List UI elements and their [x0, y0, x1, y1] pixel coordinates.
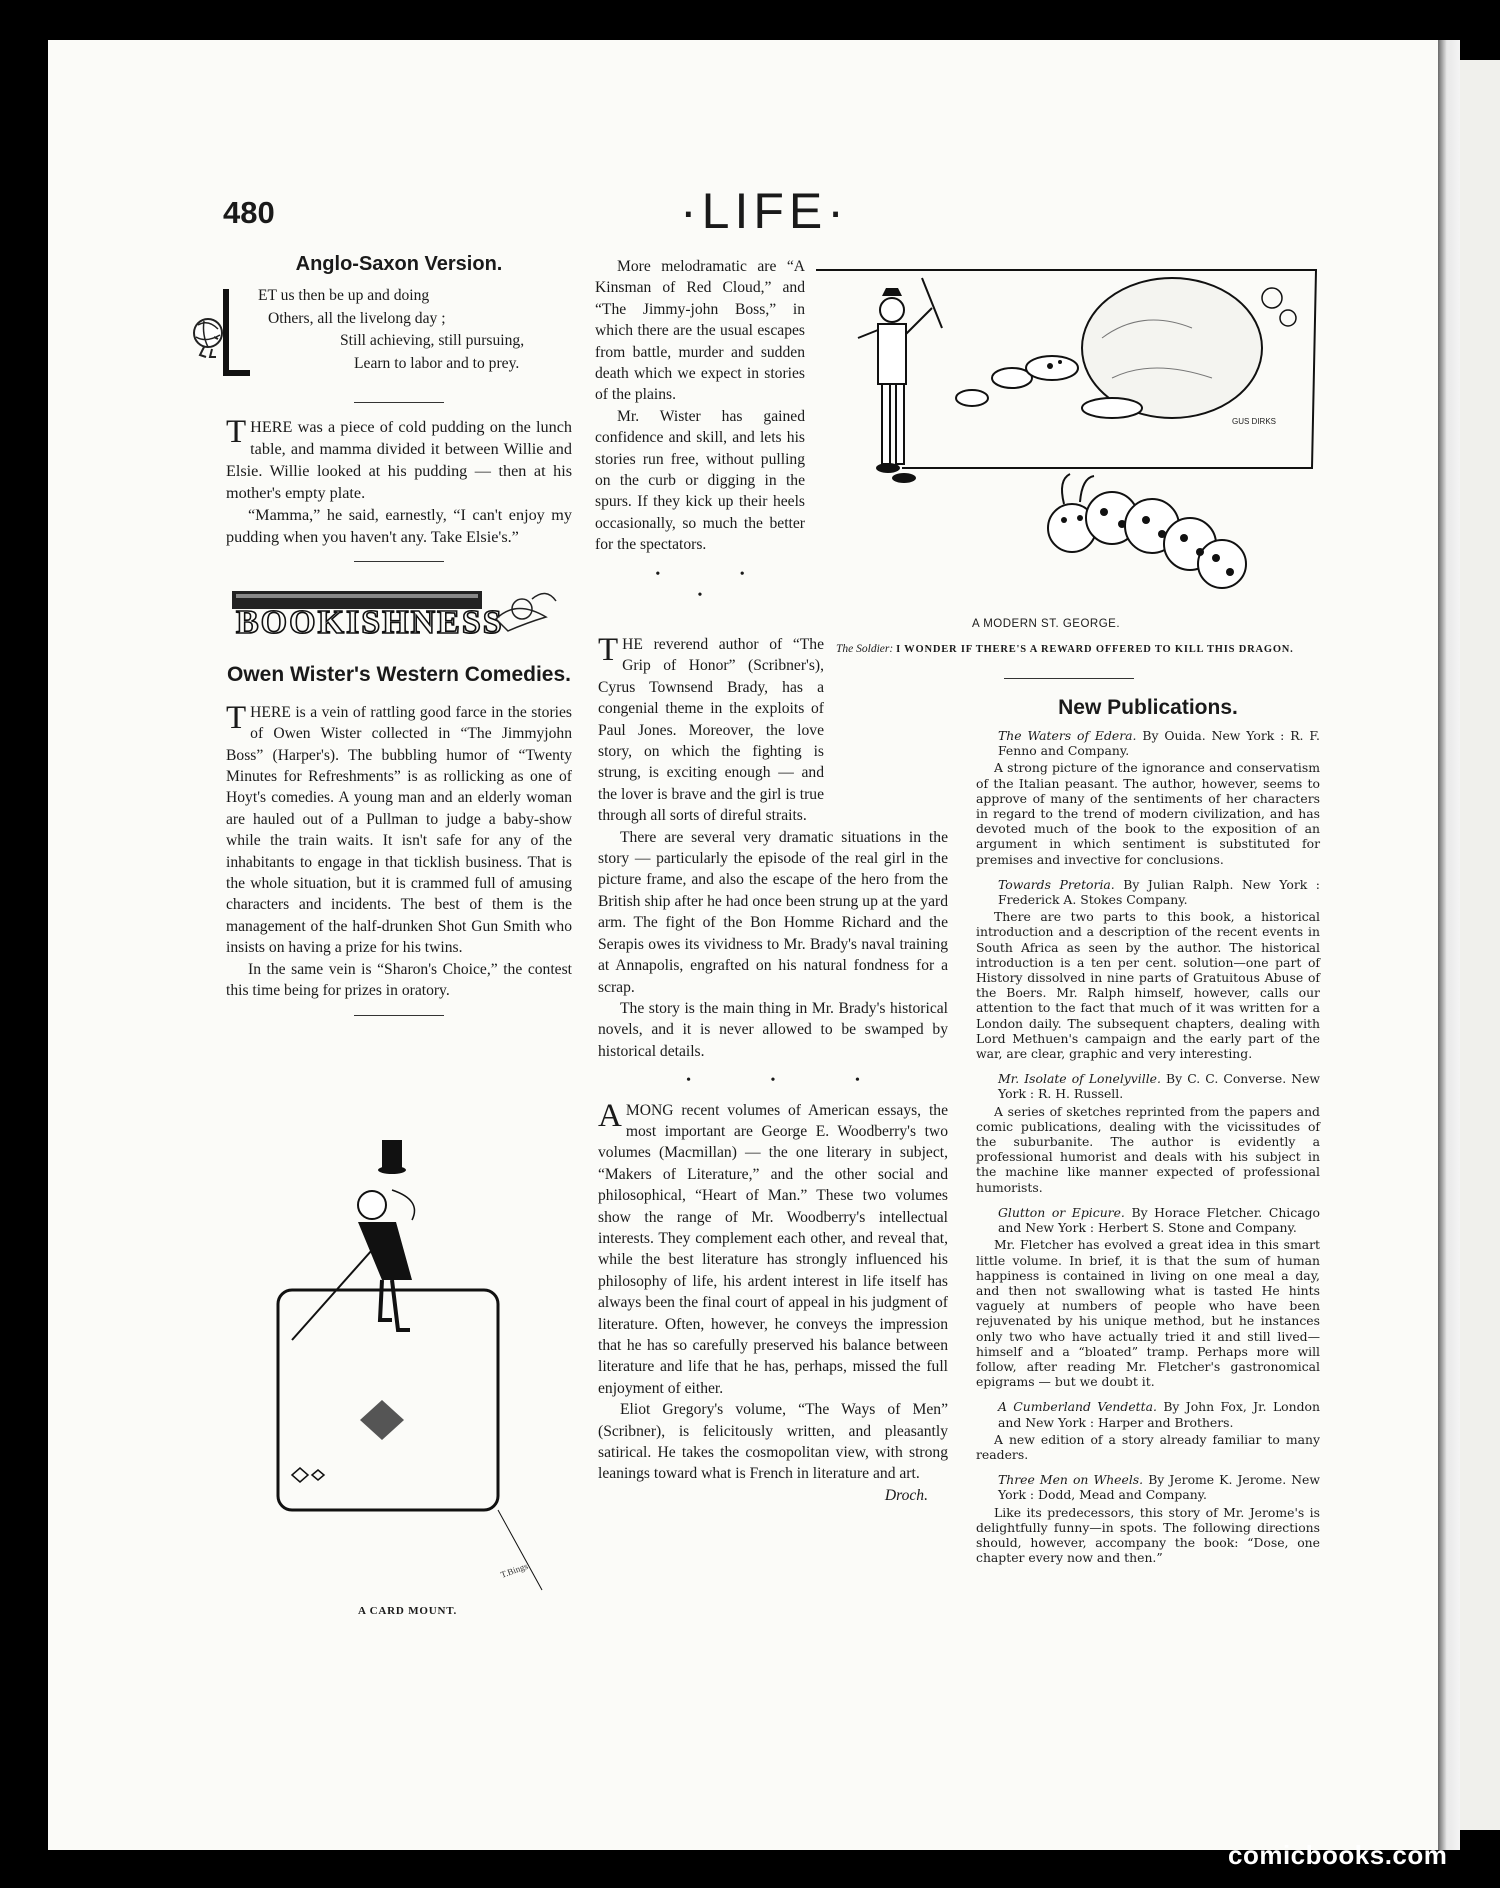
- site-watermark: comicbooks.com: [1228, 1840, 1448, 1870]
- masthead-title: ·LIFE·: [680, 183, 849, 239]
- column-2-upper: [595, 256, 805, 615]
- new-publications-title: New Publications.: [1058, 696, 1238, 719]
- drop-cap: T: [226, 414, 247, 451]
- book-entry: [976, 1472, 1320, 1565]
- facing-page-edge: [1460, 60, 1500, 1830]
- speaker-label: The Soldier:: [836, 643, 894, 655]
- page-gutter: [1438, 40, 1460, 1850]
- globe-initial-icon: [184, 285, 252, 385]
- bookishness-logo: [226, 579, 572, 641]
- book-entry: [976, 1399, 1320, 1462]
- book-publisher: By C. C. Converse. New York : R. H. Russell.: [998, 1071, 1320, 1102]
- drop-cap: T: [226, 699, 247, 736]
- drop-cap: A: [598, 1097, 622, 1134]
- book-title: Three Men on Wheels.: [998, 1472, 1144, 1488]
- wister-article: [226, 699, 572, 1002]
- cartoon-artist-signature: GUS DIRKS: [1232, 417, 1277, 426]
- divider: [354, 402, 444, 403]
- pudding-paragraph-2: “Mamma,” he said, earnestly, “I can't enjoy my pudding when you haven't any. Take Elsie's.”: [226, 506, 572, 547]
- book-entry: [976, 877, 1320, 1061]
- among-paragraph-1: MONG recent volumes of American essays, the most important are George E. Woodberry's two volumes (Macmillan) — the one literary in subject, “Makers of Literature,” and the other social and philosophical, “Heart of Man.” These two volumes show the range of Mr. Woodberry's intellectual interests. They complement each other, and reveal that, while the best literature has strongly influenced his philosophy of life, his ardent interest in life itself has always been the final court of appeal in his judgment of literature. Often, however, he conveys the impression that he has so carefully preserved his balance between literature and life that he has, perhaps, missed the full enjoyment of either.: [598, 1101, 948, 1397]
- brady-paragraph-1: HE reverend author of “The Grip of Honor” (Scribner's), Cyrus Townsend Brady, has a congenial theme in the exploits of Paul Jones. Moreover, the love story, on which the fighting is strung, is exciting enough — and the lover is brave and the girl is true through all sorts of direful straits.: [598, 636, 824, 825]
- book-entry: [976, 728, 1320, 867]
- book-description: There are two parts to this book, a historical introduction and a description of the recent events in South Africa as seen by the author. The historical introduction is a ten per cent. solution—one part of History dissolved in nine parts of Gratuitous Abuse of the Boers. Mr. Ralph himself, however, calls our attention to the fact that much of it was written for a London daily. The subsequent chapters, dealing with Lord Methuen's campaign and the early part of the war, are clear, graphic and very interesting.: [976, 909, 1320, 1062]
- book-publisher: By Ouida. New York : R. F. Fenno and Company.: [998, 728, 1320, 759]
- article-title: Owen Wister's Western Comedies.: [226, 662, 572, 686]
- st-george-cartoon: [812, 268, 1322, 612]
- book-description: A series of sketches reprinted from the papers and comic publications, dealing with the vicissitudes of the suburbanite. The author is evidently a professional humorist and deals with his subject in the machine like manner expected of professional humorists.: [976, 1103, 1320, 1195]
- column-3: [976, 694, 1320, 1575]
- section-dots: • • •: [686, 1073, 898, 1089]
- article-paragraph-1: HERE is a vein of rattling good farce in the stories of Owen Wister collected in “The Jimmyjohn Boss” (Harper's). The bubbling humor of “Twenty Minutes for Refreshments” is as rollicking as one of Hoyt's comedies. A young man and an elderly woman are hauled out of a Pullman to judge a baby-show while the train waits. It isn't safe for any of the inhabitants to engage in that ticklish business. That is the whole situation, but it is crammed full of amusing characters and incidents. The best of them is the management of the half-drunken Shot Gun Smith who insists on having a prize for his twins.: [226, 703, 572, 957]
- poem-initial-letter: L: [226, 305, 227, 307]
- book-publisher: By Julian Ralph. New York : Frederick A. Stokes Company.: [998, 876, 1320, 908]
- book-entry: [976, 1071, 1320, 1195]
- book-entry: [976, 1205, 1320, 1389]
- drop-cap: T: [598, 632, 619, 668]
- poem-block: [226, 285, 572, 389]
- poem-line: ET us then be up and doing: [258, 287, 430, 305]
- column-2-lower: [598, 634, 948, 1506]
- section-dots: • • •: [655, 566, 783, 604]
- poem-title: Anglo-Saxon Version.: [295, 253, 503, 275]
- poem-line: Still achieving, still pursuing,: [340, 332, 525, 350]
- book-description: Mr. Fletcher has evolved a great idea in this smart little volume. In brief, it is that the sum of human happiness is contained in living on one meal a day, and then not swallowing what is tasted He hints vaguely at numbers of people who have been rejuvenated by his unique method, but he instances only two who have actually tried it and still lived—himself and a “bloated” tramp. Perhaps more will follow, after reading Mr. Fletcher's gastronomical epigrams — but we doubt it.: [976, 1237, 1320, 1390]
- page-number: 480: [223, 195, 275, 230]
- book-publisher: By Horace Fletcher. Chicago and New York : Herbert S. Stone and Company.: [998, 1204, 1320, 1236]
- book-publisher: By John Fox, Jr. London and New York : Harper and Brothers.: [998, 1399, 1320, 1430]
- wister-skill-paragraph: Mr. Wister has gained confidence and skill, and lets his stories run free, without pulling on the curb or digging in the spurs. If they kick up their heels occasionally, so much the better for the spectators.: [595, 407, 805, 554]
- pudding-story: [226, 416, 572, 548]
- bookishness-text: BOOKISHNESS: [236, 604, 504, 642]
- card-mount-illustration: [272, 1130, 572, 1600]
- author-signature: Droch.: [884, 1486, 928, 1504]
- divider: [354, 561, 444, 562]
- book-description: A strong picture of the ignorance and conservatism of the Italian peasant. The author, however, seems to approve of many of the sentiments of her characters in regard to the trend of modern civilization, and has devoted much of the book to the exposition of an argument in which sentiment is substituted for premises and invective for conclusions.: [976, 760, 1320, 867]
- pudding-paragraph-1: HERE was a piece of cold pudding on the lunch table, and mamma divided it between Willie and Elsie. Willie looked at his pudding — then at his mother's empty plate.: [226, 418, 572, 503]
- book-title: The Waters of Edera.: [998, 728, 1137, 743]
- book-description: Like its predecessors, this story of Mr. Jerome's is delightfully funny—in spots. The following directions should, however, accompany the book: “Dose, one chapter every now and then.”: [976, 1504, 1320, 1566]
- book-title: A Cumberland Vendetta.: [998, 1399, 1157, 1415]
- brady-paragraph-3: The story is the main thing in Mr. Brady's historical novels, and it is never allowed to be swamped by historical details.: [598, 999, 948, 1060]
- melodrama-paragraph: More melodramatic are “A Kinsman of Red Cloud,” and “The Jimmy-john Boss,” in which there are the usual escapes from battle, murder and sudden death which we expect in stories of the plains.: [595, 258, 805, 404]
- cartoon-caption: A MODERN ST. GEORGE.: [972, 618, 1121, 630]
- book-title: Mr. Isolate of Lonelyville.: [998, 1071, 1161, 1087]
- poem-line: Others, all the livelong day ;: [268, 309, 446, 327]
- card-artist-signature: T.Bings: [499, 1560, 530, 1580]
- divider: [354, 1015, 444, 1016]
- brady-paragraph-2: There are several very dramatic situations in the story — particularly the episode of the real girl in the picture frame, and also the escape of the hero from the British ship after he had once been strung up at the yard arm. The fight of the Bon Homme Richard and the Serapis owes its vividness to Mr. Brady's naval training at Annapolis, engrafted on his natural fondness for a scrap.: [598, 828, 948, 996]
- speaker-quote: I WONDER IF THERE'S A REWARD OFFERED TO KILL THIS DRAGON.: [896, 644, 1294, 655]
- book-description: A new edition of a story already familiar to many readers.: [976, 1431, 1320, 1462]
- card-caption: A CARD MOUNT.: [358, 1605, 458, 1617]
- book-title: Glutton or Epicure.: [998, 1204, 1125, 1220]
- among-paragraph-2: Eliot Gregory's volume, “The Ways of Men” (Scribner), is felicitously written, and pleasantly satirical. He takes the cosmopolitan view, with strong leanings toward what is French in literature and art.: [598, 1401, 948, 1483]
- article-paragraph-2: In the same vein is “Sharon's Choice,” the contest this time being for prizes in oratory.: [226, 960, 572, 1000]
- book-title: Towards Pretoria.: [998, 876, 1115, 892]
- book-publisher: By Jerome K. Jerome. New York : Dodd, Mead and Company.: [998, 1472, 1320, 1503]
- column-1: [226, 254, 572, 1029]
- divider: [1004, 678, 1134, 679]
- poem-line: Learn to labor and to prey.: [354, 354, 520, 372]
